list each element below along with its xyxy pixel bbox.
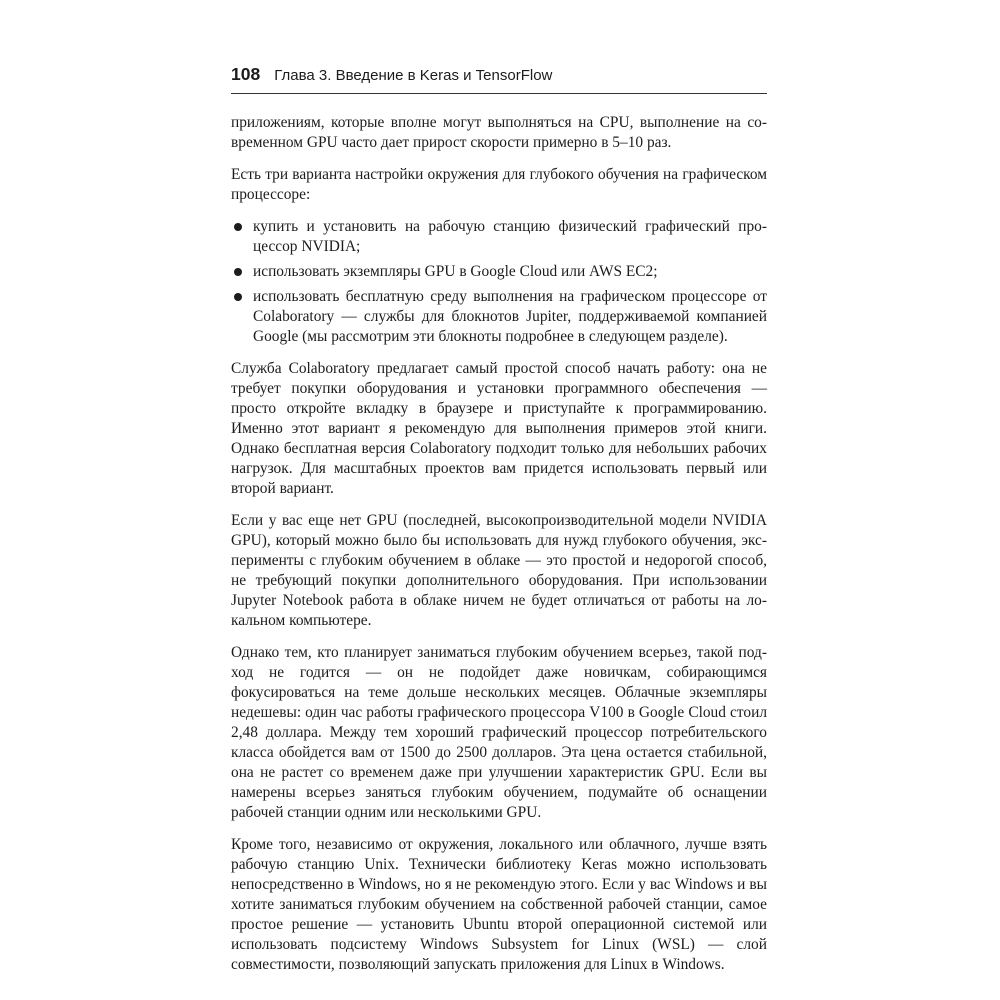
bullet-icon bbox=[234, 293, 242, 301]
body-text bbox=[231, 113, 767, 987]
list-item bbox=[231, 287, 767, 347]
chapter-title: Глава 3. Введение в Keras и TensorFlow bbox=[274, 67, 553, 84]
paragraph: Кроме того, независимо от окружения, локального или облачного, лучше взять рабочую станцию Unix. Технически библиотеку Keras можно использовать непосредственно в Windows, но я не рекомендую этого. Если у вас Windows и вы хотите заниматься глубоким обучением на собственной рабочей станции, самое простое решение — установить Ubuntu второй операционной системой или использовать подсистему Windows Subsystem for Linux (WSL) — слой совместимости, позволяющий запускать приложения для Linux в Windows. bbox=[231, 836, 767, 973]
paragraph: Есть три варианта настройки окружения для глубокого обучения на графическом процессоре: bbox=[231, 166, 767, 203]
bullet-icon bbox=[234, 268, 242, 276]
bullet-list bbox=[231, 217, 767, 347]
paragraph: Служба Colaboratory предлагает самый простой способ начать работу: она не требует покупки оборудования и установки программного обеспечения — просто откройте вкладку в браузере и приступайте к программированию. Именно этот вариант я рекомендую для выполнения примеров этой книги. Однако бесплатная версия Colaboratory подходит только для небольших рабочих нагрузок. Для масштабных проектов вам придется использовать первый или второй вариант. bbox=[231, 360, 767, 497]
list-item bbox=[231, 217, 767, 257]
bullet-icon bbox=[234, 223, 242, 231]
header-divider bbox=[231, 93, 767, 94]
list-item-text: использовать бесплатную среду выполнения на графическом процессоре от Colaboratory — службы для блокнотов Jupiter, поддерживаемой компанией Google (мы рассмотрим эти блокноты подробнее в следующем разделе). bbox=[253, 288, 767, 345]
list-item-text: использовать экземпляры GPU в Google Cloud или AWS EC2; bbox=[253, 263, 658, 280]
page-number: 108 bbox=[231, 64, 261, 84]
list-item-text: купить и установить на рабочую станцию физический графический процессор NVIDIA; bbox=[253, 218, 767, 255]
list-item bbox=[231, 262, 767, 282]
paragraph: Если у вас еще нет GPU (последней, высокопроизводительной модели NVIDIA GPU), который можно было бы использовать для нужд глубокого обучения, эксперименты с глубоким обучением в облаке — это простой и недорогой способ, не требующий покупки дополнительного оборудования. При использовании Jupyter Notebook работа в облаке ничем не будет отличаться от работы на локальном компьютере. bbox=[231, 512, 767, 629]
paragraph: приложениям, которые вполне могут выполняться на CPU, выполнение на современном GPU часто дает прирост скорости примерно в 5–10 раз. bbox=[231, 114, 767, 151]
paragraph: Однако тем, кто планирует заниматься глубоким обучением всерьез, такой подход не годится — он не подойдет даже новичкам, собирающимся фокусироваться на теме дольше нескольких месяцев. Облачные экземпляры недешевы: один час работы графического процессора V100 в Google Cloud стоил 2,48 доллара. Между тем хороший графический процессор потребительского класса обойдется вам от 1500 до 2500 долларов. Эта цена остается стабильной, она не растет со временем даже при улучшении характеристик GPU. Если вы намерены всерьез заняться глубоким обучением, подумайте об оснащении рабочей станции одним или несколькими GPU. bbox=[231, 644, 767, 821]
running-header bbox=[231, 64, 767, 88]
